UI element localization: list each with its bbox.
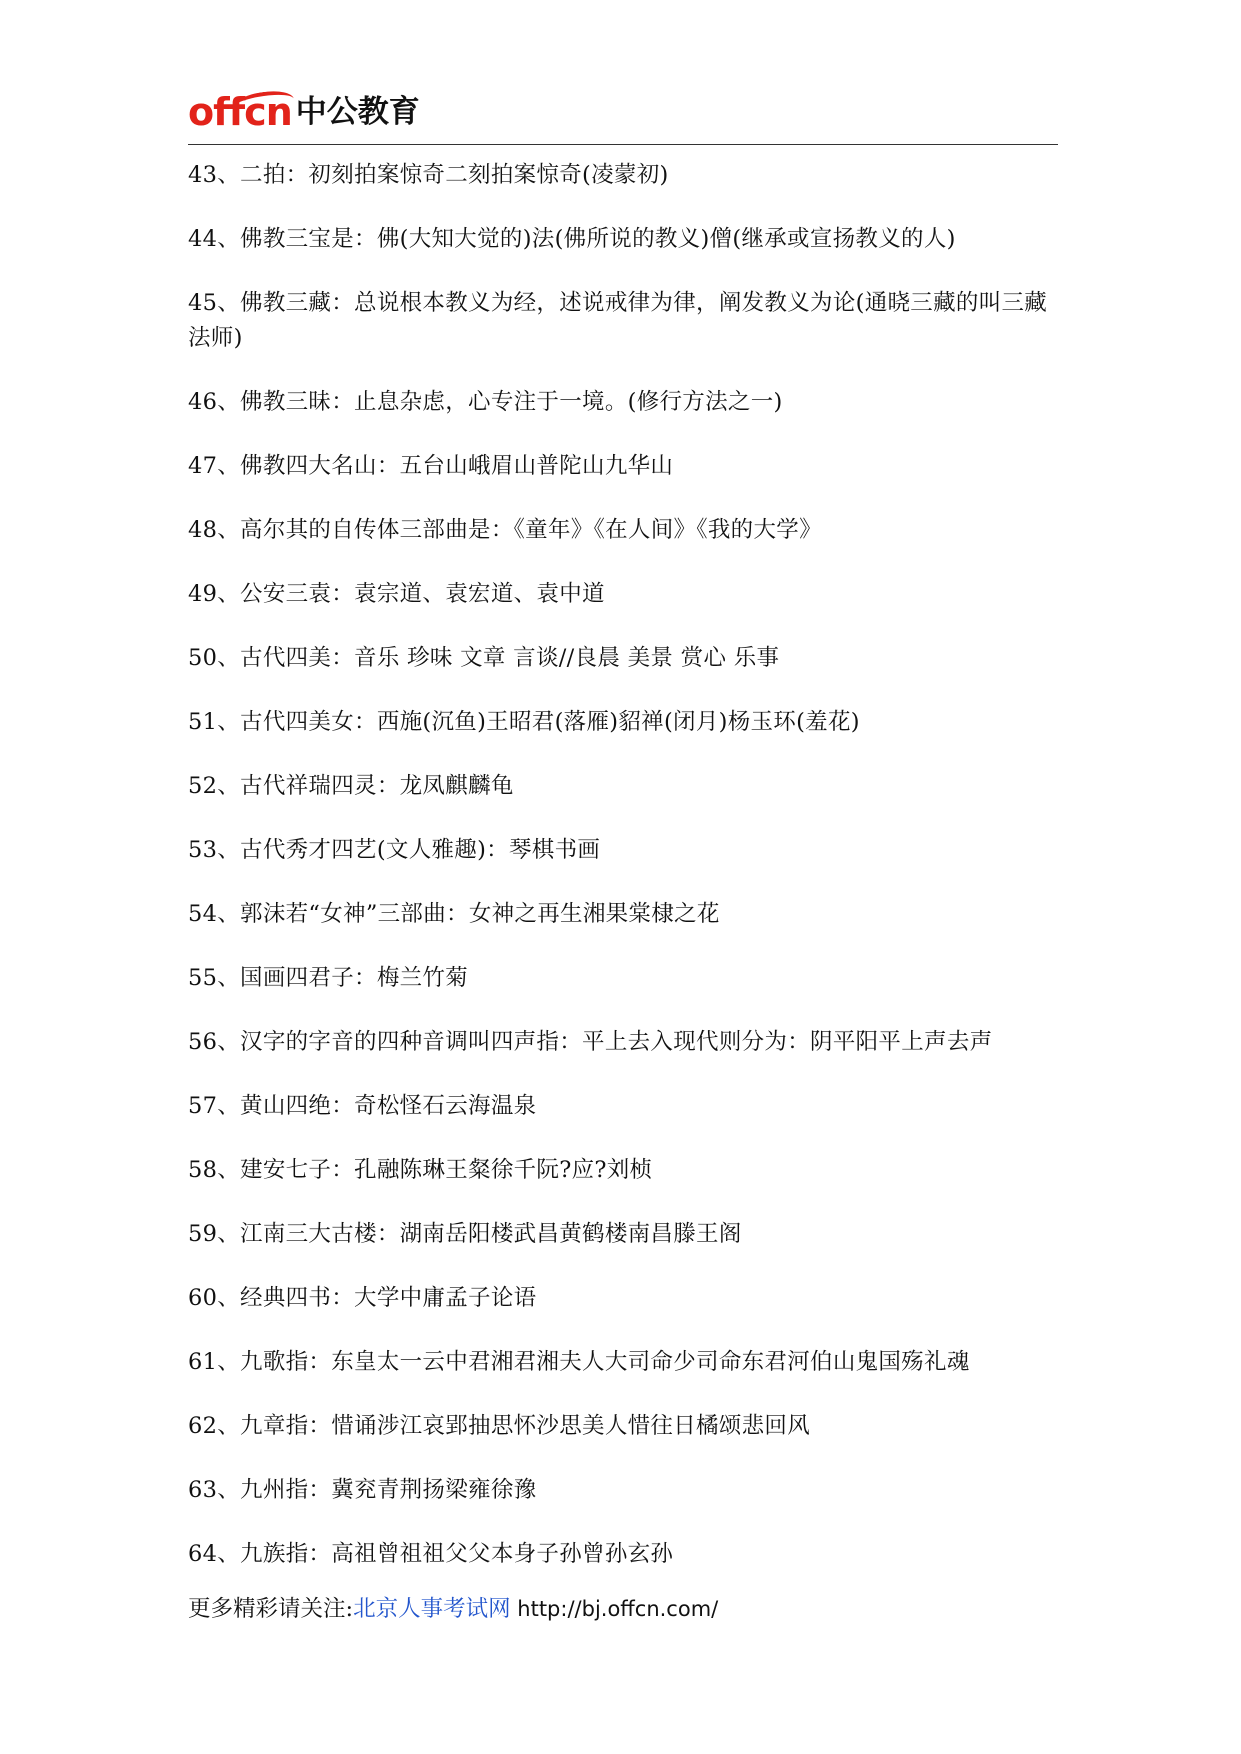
list-item: 55、国画四君子：梅兰竹菊: [188, 965, 469, 991]
list-item: 53、古代秀才四艺(文人雅趣)：琴棋书画: [188, 837, 601, 863]
offcn-logo: [188, 90, 420, 134]
document-body: [188, 158, 1060, 1601]
list-item: 54、郭沫若“女神”三部曲：女神之再生湘果棠棣之花: [188, 901, 720, 927]
list-item: 60、经典四书：大学中庸孟子论语: [188, 1285, 537, 1311]
list-item: 52、古代祥瑞四灵：龙凤麒麟龟: [188, 773, 514, 799]
list-item: 43、二拍：初刻拍案惊奇二刻拍案惊奇(凌蒙初): [188, 162, 669, 188]
list-item: 62、九章指：惜诵涉江哀郢抽思怀沙思美人惜往日橘颂悲回风: [188, 1413, 811, 1439]
footer-url[interactable]: http://bj.offcn.com/: [510, 1597, 719, 1621]
page-header: [188, 86, 1058, 145]
list-item: 56、汉字的字音的四种音调叫四声指：平上去入现代则分为：阴平阳平上声去声: [188, 1029, 993, 1055]
list-item: 59、江南三大古楼：湖南岳阳楼武昌黄鹤楼南昌滕王阁: [188, 1221, 742, 1247]
list-item: 58、建安七子：孔融陈琳王粲徐千阮?应?刘桢: [188, 1157, 653, 1183]
list-item: 46、佛教三昧：止息杂虑，心专注于一境。(修行方法之一): [188, 389, 783, 415]
page-footer: [188, 1592, 718, 1626]
footer-site-link[interactable]: 北京人事考试网: [353, 1596, 511, 1622]
list-item: 51、古代四美女：西施(沉鱼)王昭君(落雁)貂禅(闭月)杨玉环(羞花): [188, 709, 860, 735]
list-item: 64、九族指：高祖曾祖祖父父本身子孙曾孙玄孙: [188, 1541, 674, 1567]
footer-prefix: 更多精彩请关注:: [188, 1596, 354, 1622]
list-item: 47、佛教四大名山：五台山峨眉山普陀山九华山: [188, 453, 674, 479]
logo-cjk-text: 中公教育: [295, 94, 420, 130]
list-item: 57、黄山四绝：奇松怪石云海温泉: [188, 1093, 537, 1119]
list-item: 63、九州指：冀兖青荆扬梁雍徐豫: [188, 1477, 537, 1503]
list-item: 50、古代四美：音乐 珍味 文章 言谈//良晨 美景 赏心 乐事: [188, 645, 780, 671]
list-item: 61、九歌指：东皇太一云中君湘君湘夫人大司命少司命东君河伯山鬼国殇礼魂: [188, 1349, 970, 1375]
list-item: 45、佛教三藏：总说根本教义为经，述说戒律为律，阐发教义为论(通晓三藏的叫三藏法师): [188, 290, 1048, 351]
list-item: 49、公安三袁：袁宗道、袁宏道、袁中道: [188, 581, 605, 607]
logo-latin-text: offcn: [188, 90, 292, 134]
list-item: 48、高尔其的自传体三部曲是：《童年》《在人间》《我的大学》: [188, 517, 822, 543]
list-item: 44、佛教三宝是：佛(大知大觉的)法(佛所说的教义)僧(继承或宣扬教义的人): [188, 226, 956, 252]
